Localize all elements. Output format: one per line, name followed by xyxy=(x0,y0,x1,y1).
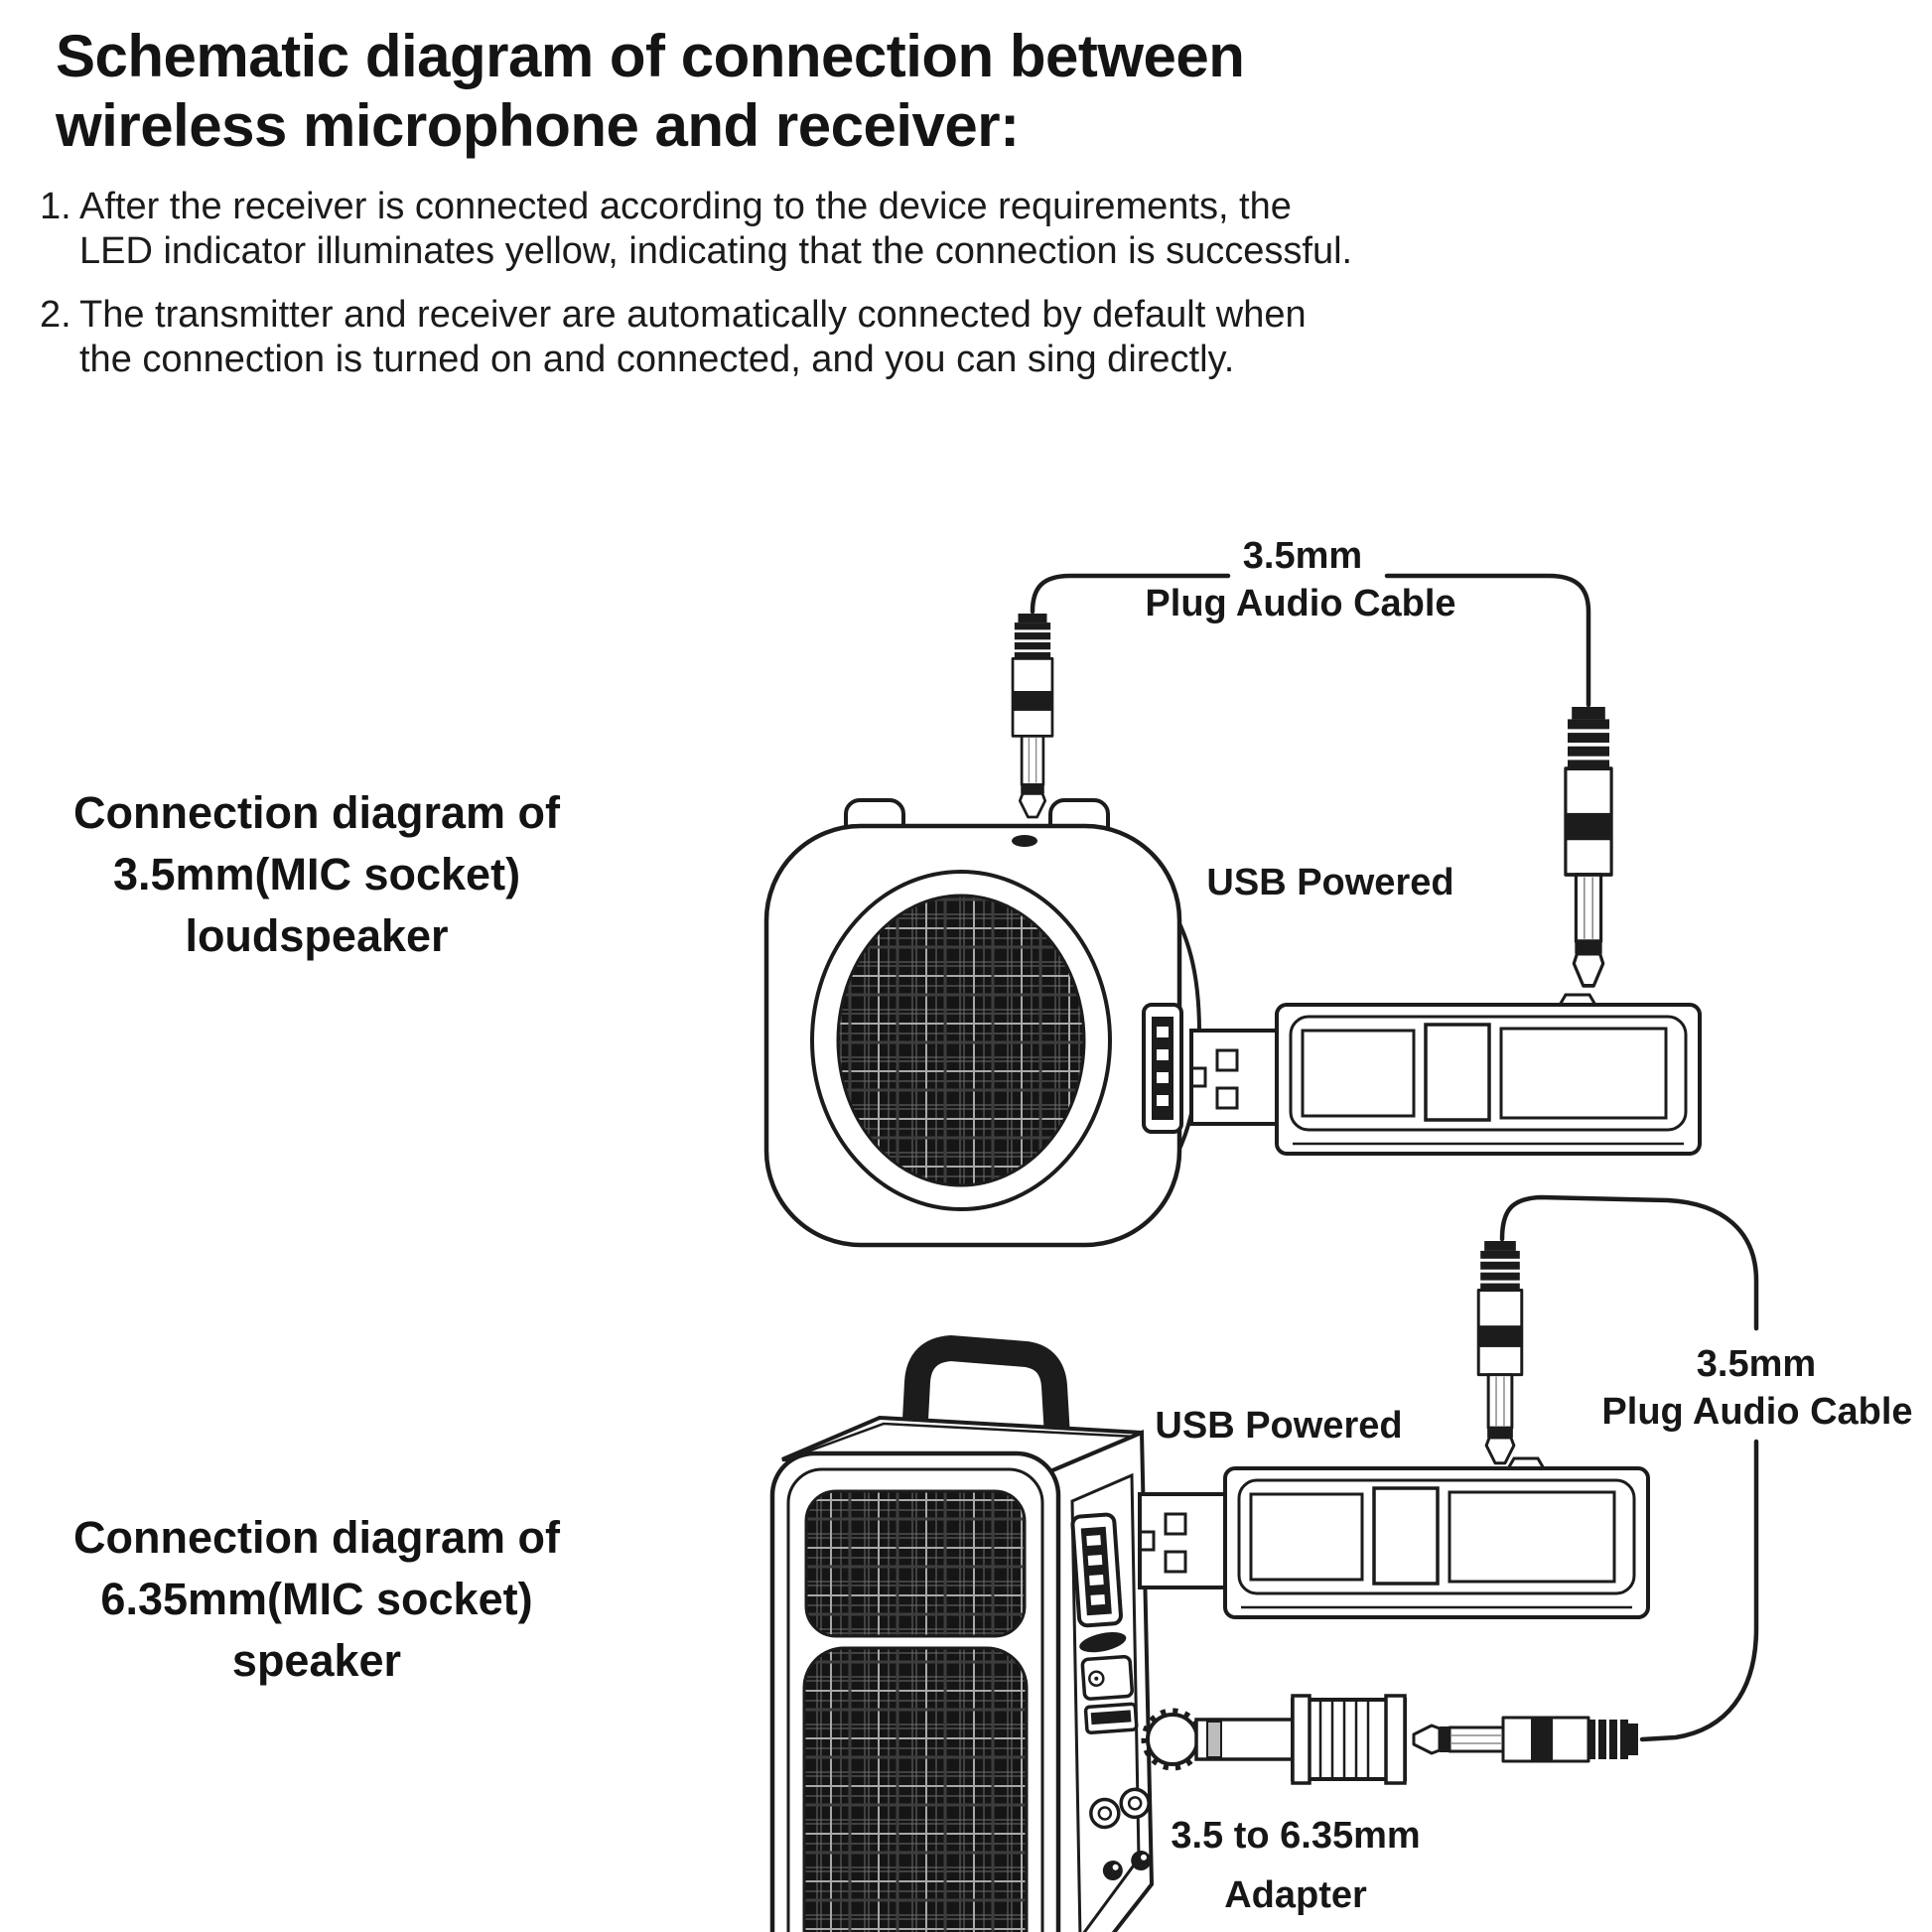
bottom-caption-line1: Connection diagram of xyxy=(72,1512,560,1563)
audio-plug-right-icon xyxy=(1566,707,1611,986)
usb-receiver-bottom-illustration xyxy=(1140,1458,1648,1617)
speaker-usb-port xyxy=(1072,1514,1122,1626)
audio-plug-vertical-icon xyxy=(1478,1241,1522,1463)
power-button xyxy=(1082,1656,1133,1699)
bottom-cable-label-line2: Plug Audio Cable xyxy=(1601,1391,1913,1433)
top-cable-label-line2: Plug Audio Cable xyxy=(1145,583,1456,624)
bottom-usb-powered-label: USB Powered xyxy=(1155,1405,1403,1447)
adapter-6-35mm-icon xyxy=(1145,1696,1405,1783)
speaker-usb-port xyxy=(1144,1005,1181,1132)
bottom-cable-label-line1: 3.5mm xyxy=(1696,1343,1817,1385)
top-caption-line2: 3.5mm(MIC socket) xyxy=(112,849,521,899)
top-caption-line1: Connection diagram of xyxy=(72,787,560,838)
speaker-grille-mesh xyxy=(838,896,1084,1185)
adapter-label-line2: Adapter xyxy=(1224,1874,1367,1916)
aux-slot xyxy=(1085,1704,1137,1732)
top-usb-powered-label: USB Powered xyxy=(1206,862,1454,903)
adapter-label-line1: 3.5 to 6.35mm xyxy=(1171,1815,1421,1857)
instruction-2-number: 2. xyxy=(40,294,71,336)
speaker-6-35mm-illustration xyxy=(772,1348,1154,1932)
top-caption-line3: loudspeaker xyxy=(185,910,449,961)
instruction-1-line1: After the receiver is connected according to the device requirements, the xyxy=(79,186,1292,227)
usb-receiver-top-illustration xyxy=(1191,995,1700,1154)
instruction-1-number: 1. xyxy=(40,186,71,227)
instruction-2-line1: The transmitter and receiver are automatically connected by default when xyxy=(79,294,1307,336)
instruction-2-line2: the connection is turned on and connected, and you can sing directly. xyxy=(79,339,1235,380)
page-title-line2: wireless microphone and receiver: xyxy=(56,92,1020,159)
bottom-diagram xyxy=(772,1197,1913,1932)
bottom-caption-line2: 6.35mm(MIC socket) xyxy=(100,1574,533,1624)
top-diagram xyxy=(766,535,1700,1245)
loudspeaker-3-5mm-illustration xyxy=(766,800,1199,1245)
speaker-grille-upper xyxy=(806,1491,1025,1636)
audio-plug-left-icon xyxy=(1013,614,1052,817)
speaker-mic-socket-hole xyxy=(1012,835,1037,847)
speaker-grille-lower xyxy=(804,1648,1027,1932)
top-cable-label-line1: 3.5mm xyxy=(1242,535,1363,577)
instruction-1-line2: LED indicator illuminates yellow, indicating that the connection is successful. xyxy=(79,230,1353,272)
page-title-line1: Schematic diagram of connection between xyxy=(56,23,1245,89)
bottom-caption-line3: speaker xyxy=(231,1635,402,1686)
audio-plug-horizontal-icon xyxy=(1414,1718,1638,1761)
